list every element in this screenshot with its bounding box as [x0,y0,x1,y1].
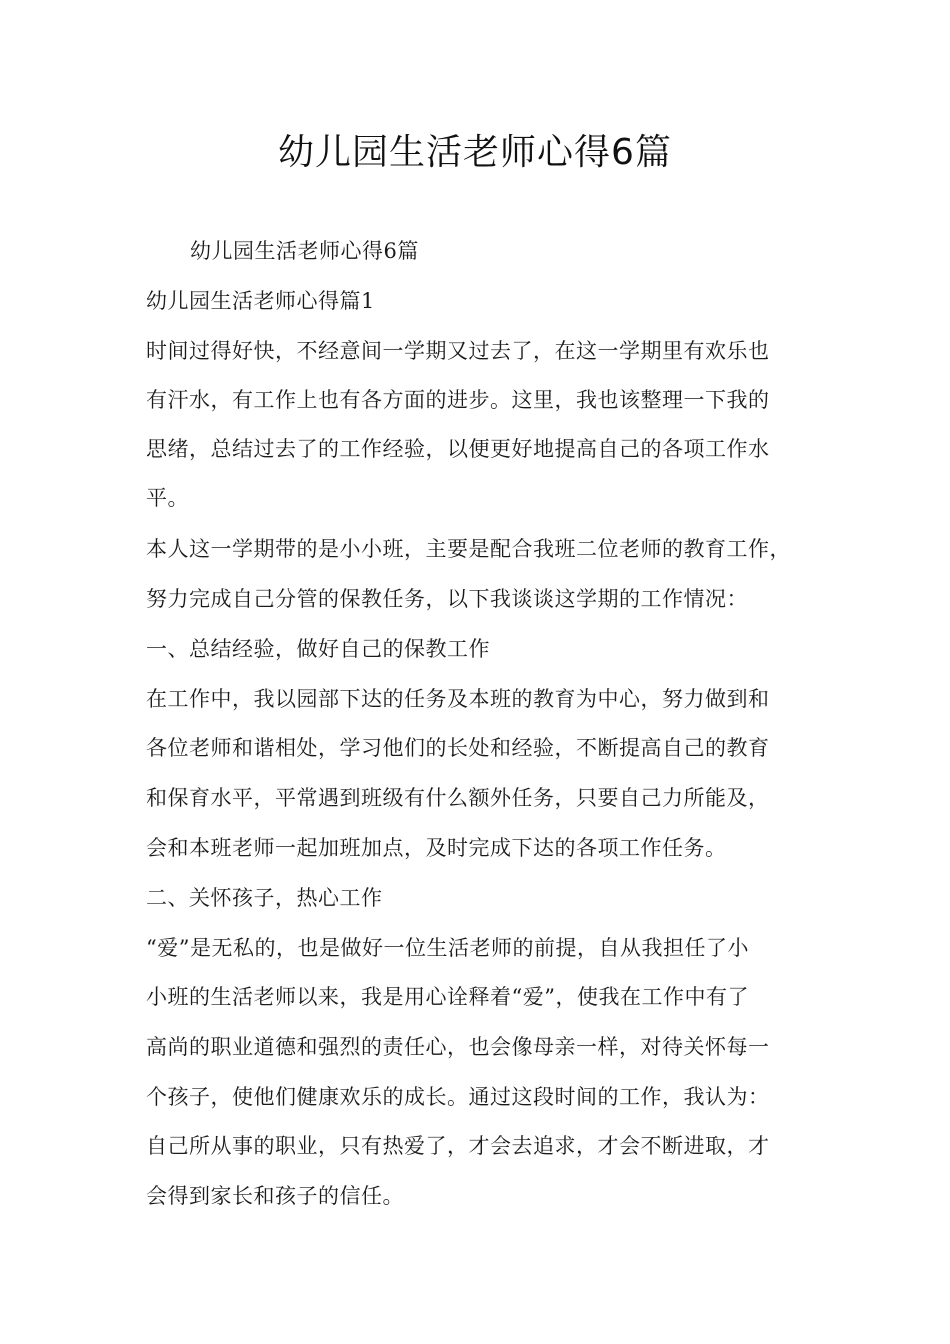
paragraph-line: 本人这一学期带的是小小班，主要是配合我班二位老师的教育工作， [146,537,791,561]
paragraph-line: 有汗水，有工作上也有各方面的进步。这里，我也该整理一下我的 [146,388,770,412]
paragraph-line: 会和本班老师一起加班加点，及时完成下达的各项工作任务。 [146,836,727,860]
paragraph-line: 高尚的职业道德和强烈的责任心，也会像母亲一样，对待关怀每一 [146,1035,770,1059]
paragraph-line: 小班的生活老师以来，我是用心诠释着“爱”，使我在工作中有了 [146,985,749,1009]
document-title: 幼儿园生活老师心得6篇 [278,132,672,173]
subheading-line: 二、关怀孩子，热心工作 [146,886,383,910]
paragraph-line: 个孩子，使他们健康欢乐的成长。通过这段时间的工作，我认为： [146,1085,770,1109]
paragraph-line: 思绪，总结过去了的工作经验，以便更好地提高自己的各项工作水 [146,437,770,461]
subtitle-line: 幼儿园生活老师心得6篇 [190,239,419,263]
paragraph-line: “爱”是无私的，也是做好一位生活老师的前提，自从我担任了小 [146,936,749,960]
paragraph-line: 时间过得好快，不经意间一学期又过去了，在这一学期里有欢乐也 [146,339,770,363]
paragraph-line: 努力完成自己分管的保教任务，以下我谈谈这学期的工作情况： [146,587,748,611]
paragraph-line: 自己所从事的职业，只有热爱了，才会去追求，才会不断进取，才 [146,1134,770,1158]
section-heading: 幼儿园生活老师心得篇1 [146,289,375,313]
paragraph-line: 在工作中，我以园部下达的任务及本班的教育为中心，努力做到和 [146,687,770,711]
paragraph-line: 各位老师和谐相处，学习他们的长处和经验，不断提高自己的教育 [146,736,770,760]
paragraph-line: 和保育水平，平常遇到班级有什么额外任务，只要自己力所能及， [146,786,770,810]
paragraph-line: 平。 [146,486,189,510]
subheading-line: 一、总结经验，做好自己的保教工作 [146,637,490,661]
paragraph-line: 会得到家长和孩子的信任。 [146,1184,404,1208]
